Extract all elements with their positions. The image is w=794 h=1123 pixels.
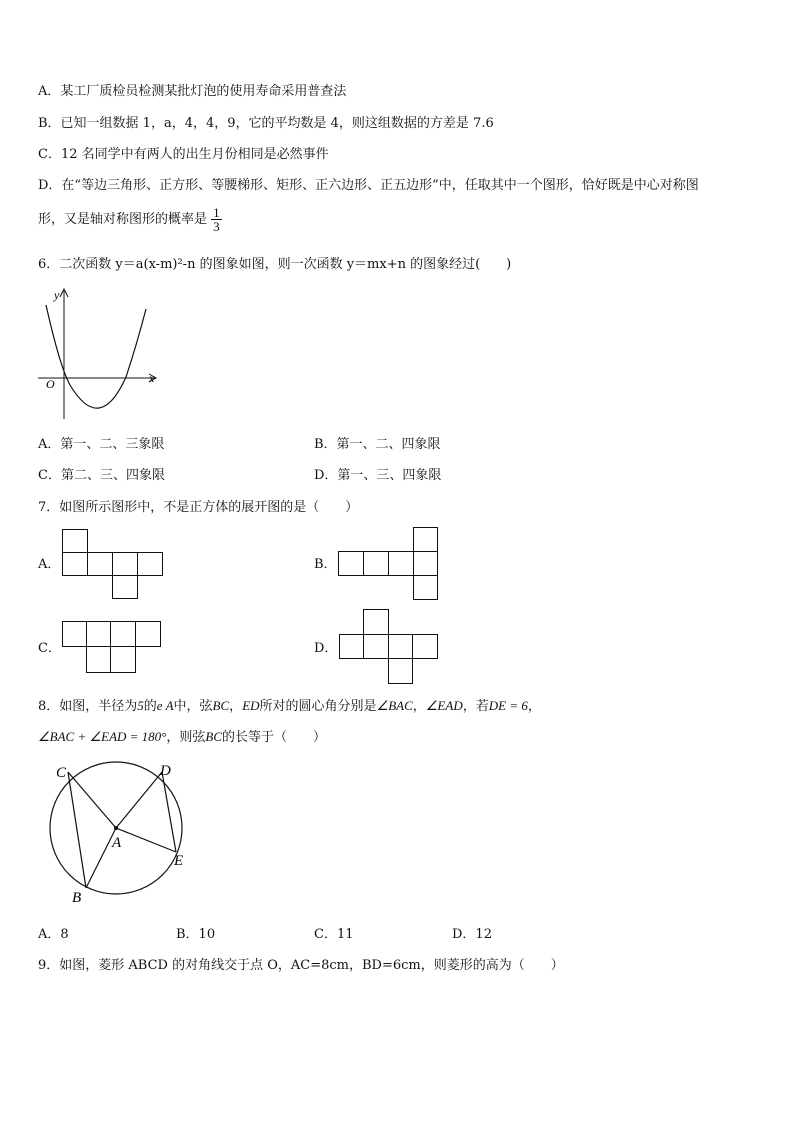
q6-parabola-graph (32, 285, 162, 425)
q7-net-a (62, 529, 172, 605)
q8-text-2: 的 (143, 699, 157, 714)
q8-angle-sum: ∠BAC + ∠EAD = 180° (38, 729, 167, 744)
q8-text-10: 的长等于（ ） (222, 730, 327, 745)
q8-text-3: 中，弦 (173, 699, 213, 714)
q5-option-b: B．已知一组数据 1，a，4，4，9，它的平均数是 4，则这组数据的方差是 7.6 (38, 116, 494, 131)
q8-option-d: D．12 (452, 927, 492, 942)
q8-text-8: ， (527, 699, 541, 714)
q9-stem: 9．如图，菱形 ABCD 的对角线交于点 O，AC=8cm，BD=6cm，则菱形的高为（ ） (38, 958, 564, 973)
q6-option-c: C．第二、三、四象限 (38, 468, 165, 483)
q6-option-b: B．第一、二、四象限 (314, 437, 441, 452)
q7-net-d (339, 609, 449, 689)
q7-option-b-label: B． (314, 557, 337, 572)
radius-ae (116, 828, 176, 852)
q8-stem-line2 (38, 729, 326, 746)
q8-text-7: ，若 (462, 699, 489, 714)
q5-fraction-denominator: 3 (213, 219, 220, 234)
q5-fraction-numerator: 1 (213, 205, 220, 220)
q6-stem: 6．二次函数 y＝a(x-m)²-n 的图象如图，则一次函数 y＝mx+n 的图象经过( ) (38, 257, 512, 272)
label-e: E (174, 853, 184, 869)
origin-label: O (46, 377, 55, 391)
q7-option-c-label: C． (38, 641, 61, 656)
q8-text-4: ， (229, 699, 243, 714)
q7-option-d-label: D． (314, 641, 338, 656)
q7-net-b (338, 527, 448, 603)
q8-chord-bc: BC (212, 698, 230, 713)
radius-ad (116, 772, 162, 828)
q5-option-a: A．某工厂质检员检测某批灯泡的使用寿命采用普查法 (38, 84, 347, 99)
q8-option-a: A．8 (38, 927, 69, 942)
parabola-curve (46, 305, 146, 408)
center-point (114, 826, 118, 830)
chord-de (162, 772, 176, 852)
q5-option-d-line1: D．在“等边三角形、正方形、等腰梯形、矩形、正六边形、正五边形”中，任取其中一个图形，恰好既是中心对称图 (38, 178, 699, 193)
q5-option-c: C．12 名同学中有两人的出生月份相同是必然事件 (38, 147, 329, 162)
label-d: D (160, 763, 171, 779)
q8-option-c: C．11 (314, 927, 354, 942)
q5-option-d-line2 (38, 205, 222, 235)
q8-angle-ead: ∠EAD (425, 698, 463, 713)
q8-text-1: 8．如图，半径为 (38, 699, 138, 714)
q8-chord-ed: ED (242, 698, 260, 713)
q8-chord-bc-2: BC (205, 729, 223, 744)
q8-text-6: ， (412, 699, 426, 714)
q8-text-9: ，则弦 (166, 730, 206, 745)
y-axis-label: y (54, 288, 60, 302)
q7-net-c (62, 621, 172, 677)
q6-option-d: D．第一、三、四象限 (314, 468, 442, 483)
q8-de-value: DE = 6 (488, 698, 528, 713)
q8-stem-line1 (38, 698, 541, 715)
x-axis-label: x (149, 371, 155, 385)
q8-angle-bac: ∠BAC (376, 698, 413, 713)
q6-option-a: A．第一、二、三象限 (38, 437, 165, 452)
q5-option-d-text: 形，又是轴对称图形的概率是 (38, 212, 208, 227)
label-c: C (56, 765, 67, 781)
label-b: B (72, 890, 82, 906)
q5-fraction (211, 206, 222, 233)
q8-option-b: B．10 (176, 927, 216, 942)
label-a: A (112, 835, 122, 851)
q7-stem: 7．如图所示图形中，不是正方体的展开图的是（ ） (38, 500, 359, 515)
q8-circle-figure (44, 760, 204, 910)
q8-text-5: 所对的圆心角分别是 (259, 699, 377, 714)
q7-option-a-label: A． (38, 557, 61, 572)
q8-circle-symbol: e A (156, 698, 174, 713)
q8-radius: 5 (137, 698, 144, 713)
